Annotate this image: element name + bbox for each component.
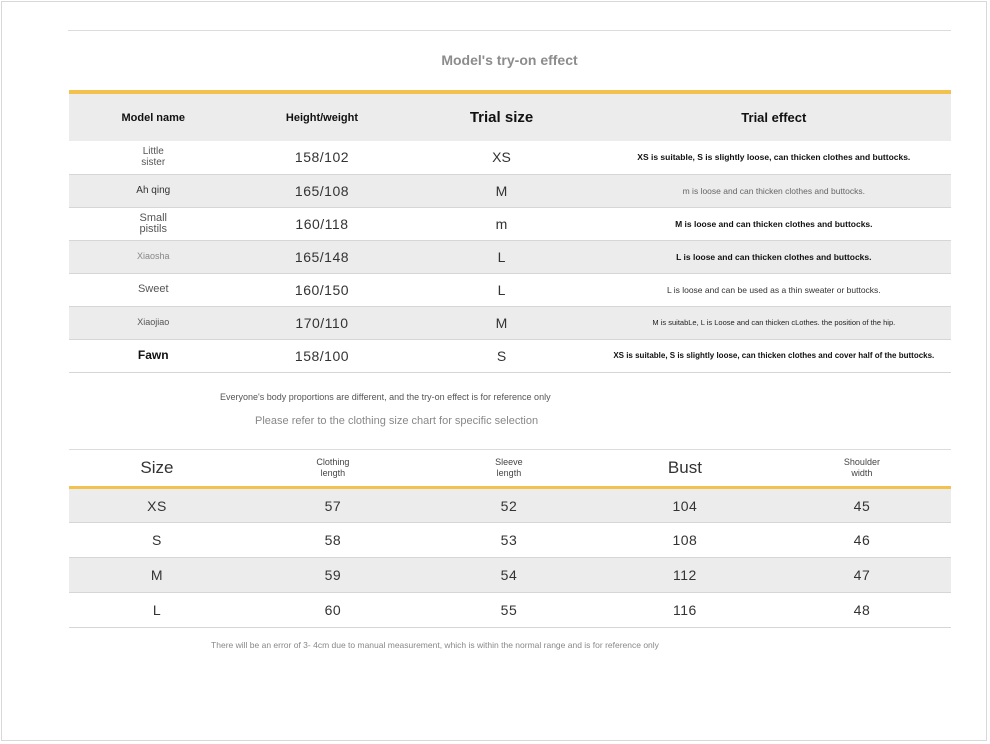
trial-effect: L is loose and can thicken clothes and buttocks. bbox=[676, 251, 872, 262]
size-chart-note: Please refer to the clothing size chart for specific selection bbox=[255, 415, 539, 427]
size-table-header bbox=[69, 450, 951, 488]
header-shoulder-width: Shoulder width bbox=[843, 457, 880, 478]
trial-effect: M is loose and can thicken clothes and buttocks. bbox=[675, 218, 873, 229]
model-tryon-table bbox=[69, 90, 951, 373]
sleeve-length-cell: 52 bbox=[500, 497, 518, 514]
trial-size: m bbox=[495, 215, 508, 232]
header-trial-effect: Trial effect bbox=[741, 110, 807, 125]
table-row bbox=[69, 339, 951, 372]
trial-size: M bbox=[495, 182, 508, 199]
clothing-length-cell: 60 bbox=[324, 602, 342, 618]
size-cell: S bbox=[152, 532, 162, 548]
model-table-header bbox=[69, 92, 951, 141]
table-row bbox=[69, 593, 951, 628]
clothing-length-cell: 58 bbox=[324, 532, 342, 548]
size-cell: XS bbox=[147, 497, 167, 514]
table-row bbox=[69, 306, 951, 339]
header-height-weight: Height/weight bbox=[285, 111, 359, 124]
model-name: Xiaojiao bbox=[137, 317, 170, 327]
bust-cell: 104 bbox=[672, 497, 698, 514]
height-weight: 170/110 bbox=[295, 314, 349, 331]
sleeve-length-cell: 53 bbox=[500, 532, 518, 548]
height-weight: 158/102 bbox=[294, 149, 350, 166]
header-model-name: Model name bbox=[121, 111, 186, 124]
page-title: Model's try-on effect bbox=[441, 52, 578, 68]
trial-size: L bbox=[497, 248, 506, 265]
height-weight: 160/150 bbox=[294, 281, 350, 298]
trial-effect: L is loose and can be used as a thin sweater or buttocks. bbox=[666, 284, 881, 295]
trial-size: XS bbox=[492, 149, 511, 166]
table-row bbox=[69, 240, 951, 273]
header-bust: Bust bbox=[667, 458, 702, 477]
header-size: Size bbox=[140, 458, 174, 477]
trial-effect: XS is suitable, S is slightly loose, can thicken clothes and cover half of the buttocks. bbox=[613, 351, 935, 360]
model-name: Ah qing bbox=[136, 185, 171, 196]
top-divider bbox=[68, 30, 951, 31]
bust-cell: 116 bbox=[673, 602, 697, 618]
size-cell: L bbox=[152, 602, 162, 618]
header-sleeve-length: Sleeve length bbox=[495, 457, 523, 478]
sleeve-length-cell: 54 bbox=[500, 567, 518, 583]
shoulder-width-cell: 46 bbox=[853, 532, 871, 548]
table-row bbox=[69, 207, 951, 240]
trial-size: M bbox=[495, 314, 508, 331]
table-row bbox=[69, 558, 951, 593]
trial-size: L bbox=[497, 281, 506, 298]
table-row bbox=[69, 273, 951, 306]
model-name: Little sister bbox=[141, 146, 166, 169]
size-chart-table bbox=[69, 449, 951, 628]
size-cell: M bbox=[150, 567, 164, 583]
bust-cell: 112 bbox=[673, 567, 697, 583]
bust-cell: 108 bbox=[672, 532, 698, 548]
sleeve-length-cell: 55 bbox=[500, 602, 518, 618]
trial-effect: M is suitabLe, L is Loose and can thicken cLothes. the position of the hip. bbox=[652, 318, 896, 327]
height-weight: 160/118 bbox=[295, 215, 349, 232]
shoulder-width-cell: 45 bbox=[853, 497, 871, 514]
table-row bbox=[69, 523, 951, 558]
table-row bbox=[69, 174, 951, 207]
trial-size: S bbox=[496, 347, 507, 364]
measurement-footnote: There will be an error of 3- 4cm due to manual measurement, which is within the normal range and is for reference only bbox=[211, 640, 659, 650]
height-weight: 165/148 bbox=[294, 248, 350, 265]
header-clothing-length: Clothing length bbox=[316, 457, 350, 478]
clothing-length-cell: 59 bbox=[324, 567, 342, 583]
height-weight: 165/108 bbox=[294, 182, 350, 199]
model-name: Fawn bbox=[137, 348, 169, 362]
reference-note: Everyone's body proportions are different, and the try-on effect is for reference only bbox=[220, 392, 551, 402]
shoulder-width-cell: 48 bbox=[853, 602, 871, 618]
header-trial-size: Trial size bbox=[469, 109, 534, 126]
table-row bbox=[69, 488, 951, 523]
height-weight: 158/100 bbox=[294, 347, 350, 364]
model-name: Xiaosha bbox=[136, 251, 170, 261]
trial-effect: XS is suitable, S is slightly loose, can thicken clothes and buttocks. bbox=[637, 152, 911, 163]
shoulder-width-cell: 47 bbox=[853, 567, 871, 583]
table-row bbox=[69, 141, 951, 174]
model-name: Sweet bbox=[137, 283, 169, 295]
clothing-length-cell: 57 bbox=[324, 497, 342, 514]
model-name: Small pistils bbox=[139, 211, 167, 235]
trial-effect: m is loose and can thicken clothes and buttocks. bbox=[682, 185, 865, 196]
